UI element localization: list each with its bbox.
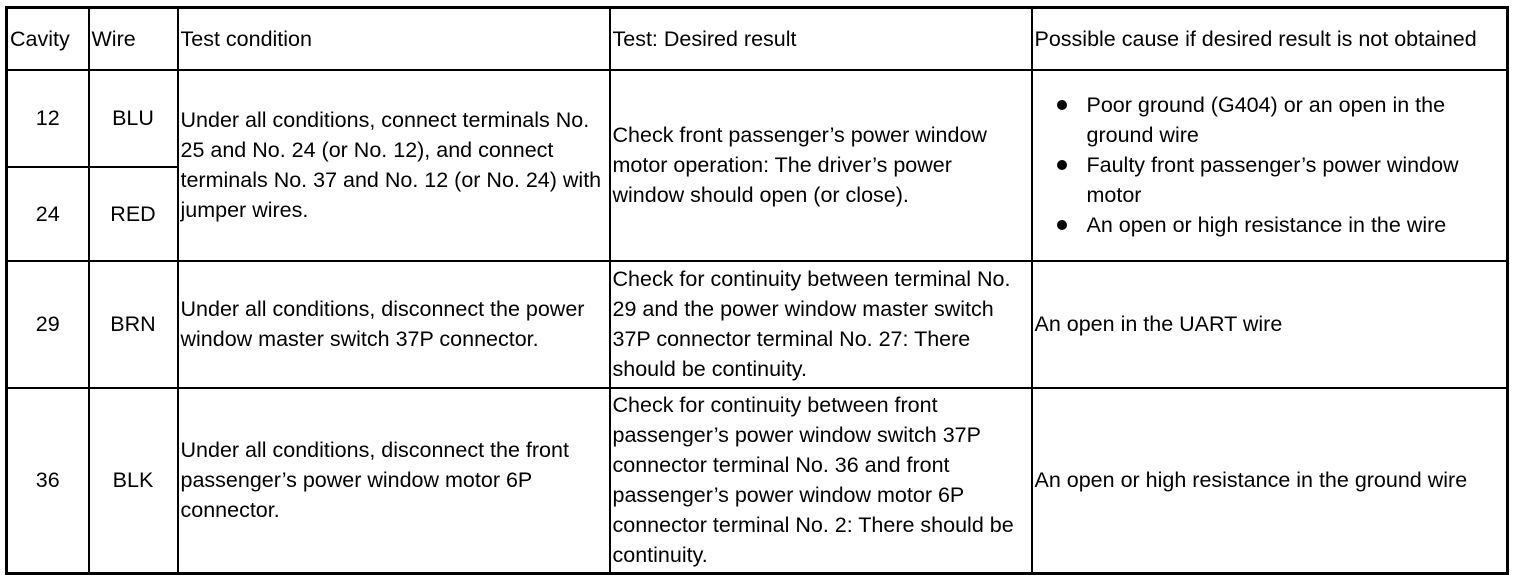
result-cell: Check front passenger’s power window motor operation: The driver’s power window should open (or close). (610, 70, 1032, 261)
cavity-cell: 36 (7, 388, 89, 574)
table-row (7, 388, 1508, 574)
wire-cell: BLU (89, 70, 178, 167)
condition-cell: Under all conditions, connect terminals No. 25 and No. 24 (or No. 12), and connect terminals No. 37 and No. 12 (or No. 24) with jumper wires. (178, 70, 610, 261)
condition-cell: Under all conditions, disconnect the power window master switch 37P connector. (178, 261, 610, 388)
terminal-test-table (5, 6, 1509, 575)
table-row (7, 70, 1508, 167)
cause-list (1035, 90, 1505, 240)
wire-cell: BRN (89, 261, 178, 388)
cavity-cell: 12 (7, 70, 89, 167)
cause-cell: An open in the UART wire (1032, 261, 1508, 388)
cause-cell: An open or high resistance in the ground wire (1032, 388, 1508, 574)
result-cell: Check for continuity between front passenger’s power window switch 37P connector terminal No. 36 and front passenger’s power window motor 6P connector terminal No. 2: There should be continuity. (610, 388, 1032, 574)
cavity-cell: 29 (7, 261, 89, 388)
cavity-cell: 24 (7, 167, 89, 261)
wire-cell: RED (89, 167, 178, 261)
cause-cell (1032, 70, 1508, 261)
cause-item: An open or high resistance in the wire (1087, 210, 1505, 240)
condition-cell: Under all conditions, disconnect the front passenger’s power window motor 6P connector. (178, 388, 610, 574)
header-wire: Wire (89, 8, 178, 70)
cause-item: Faulty front passenger’s power window motor (1087, 150, 1505, 210)
troubleshooting-sheet (5, 6, 1509, 575)
header-desired-result: Test: Desired result (610, 8, 1032, 70)
cause-item: Poor ground (G404) or an open in the ground wire (1087, 90, 1505, 150)
header-possible-cause: Possible cause if desired result is not obtained (1032, 8, 1508, 70)
result-cell: Check for continuity between terminal No. 29 and the power window master switch 37P connector terminal No. 27: There should be continuity. (610, 261, 1032, 388)
header-row (7, 8, 1508, 70)
header-cavity: Cavity (7, 8, 89, 70)
table-row (7, 261, 1508, 388)
header-test-condition: Test condition (178, 8, 610, 70)
wire-cell: BLK (89, 388, 178, 574)
